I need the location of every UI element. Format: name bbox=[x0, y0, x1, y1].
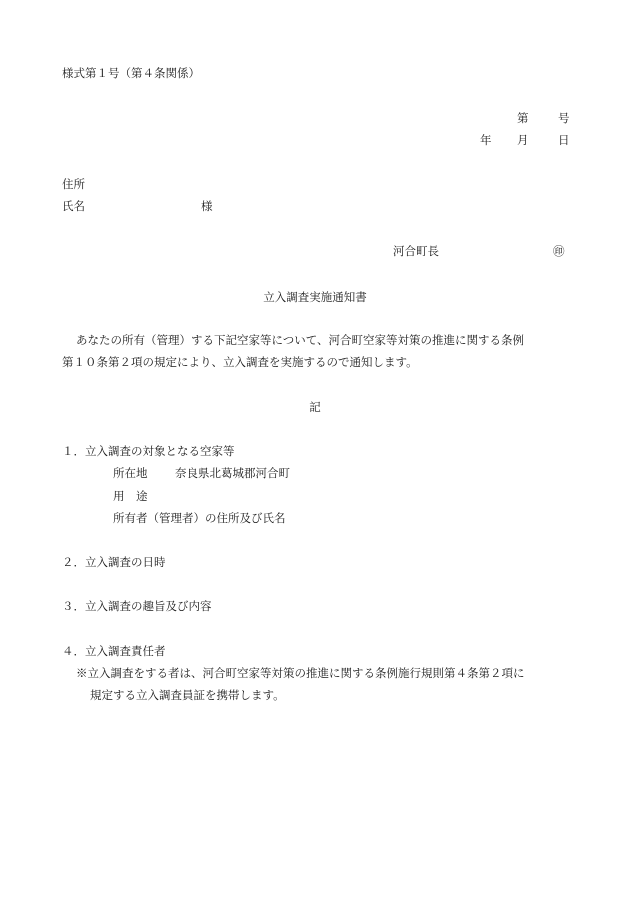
item1-heading: １．立入調査の対象となる空家等 bbox=[62, 444, 235, 458]
number-dai: 第 bbox=[517, 111, 529, 125]
name-label: 氏名 bbox=[62, 199, 85, 213]
body-line-1: あなたの所有（管理）する下記空家等について、河合町空家等対策の推進に関する条例 bbox=[76, 333, 525, 347]
item4-note-line-1: ※立入調査をする者は、河合町空家等対策の推進に関する条例施行規則第４条第２項に bbox=[76, 666, 525, 680]
date-day: 日 bbox=[558, 133, 570, 147]
address-label: 住所 bbox=[62, 177, 85, 191]
ki-heading: 記 bbox=[309, 400, 321, 414]
date-month: 月 bbox=[517, 133, 529, 147]
item1-location-value: 奈良県北葛城郡河合町 bbox=[175, 466, 290, 480]
item2-heading: ２．立入調査の日時 bbox=[62, 555, 166, 569]
number-go: 号 bbox=[558, 111, 570, 125]
item4-note-line-2: 規定する立入調査員証を携帯します。 bbox=[90, 688, 285, 702]
item1-use-label: 用 途 bbox=[113, 489, 148, 503]
date-year: 年 bbox=[480, 133, 492, 147]
form-label: 様式第１号（第４条関係） bbox=[62, 66, 200, 80]
item4-heading: ４．立入調査責任者 bbox=[62, 644, 166, 658]
issuer-title: 河合町長 bbox=[393, 244, 439, 258]
document-title: 立入調査実施通知書 bbox=[263, 290, 367, 304]
body-line-2: 第１０条第２項の規定により、立入調査を実施するので通知します。 bbox=[62, 355, 418, 369]
item1-location-label: 所在地 bbox=[113, 466, 148, 480]
seal-mark: ㊞ bbox=[553, 244, 565, 258]
item1-owner-label: 所有者（管理者）の住所及び氏名 bbox=[113, 511, 286, 525]
honorific-sama: 様 bbox=[201, 199, 213, 213]
item3-heading: ３．立入調査の趣旨及び内容 bbox=[62, 599, 212, 613]
